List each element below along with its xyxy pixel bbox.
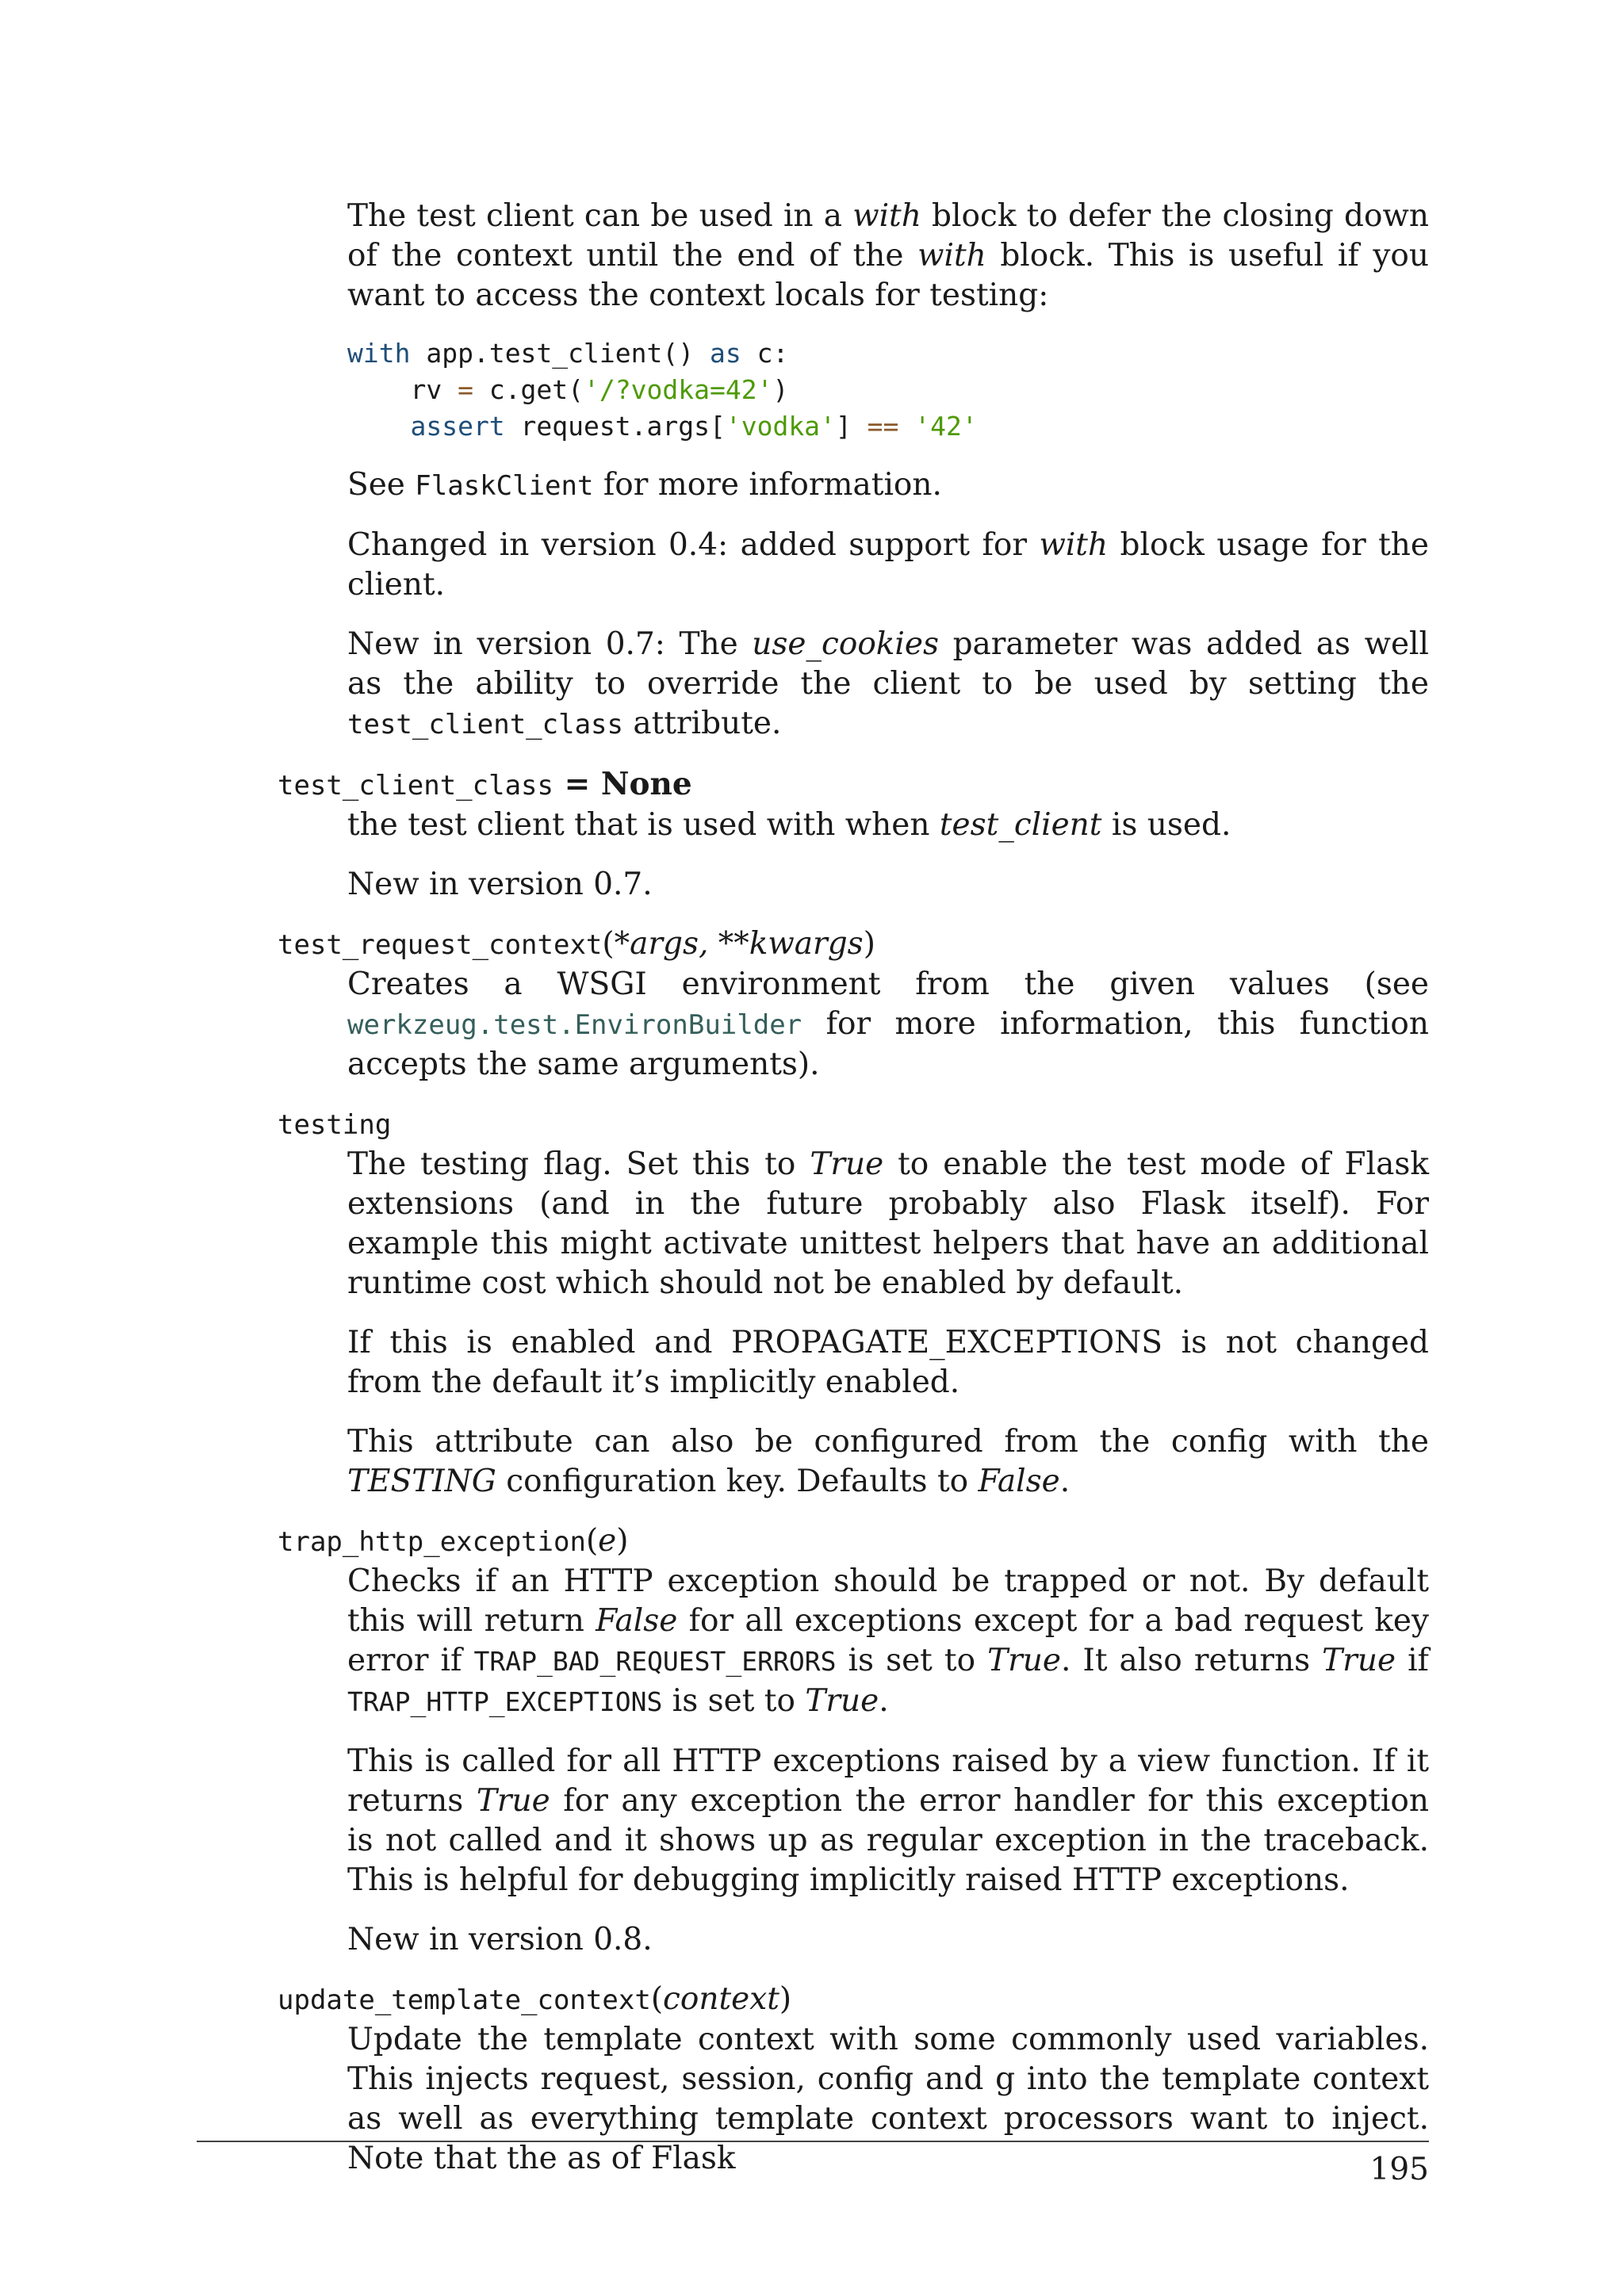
flaskclient-ref[interactable]: FlaskClient [415,470,594,502]
test-client-description [347,197,1429,744]
code-example: with app.test_client() as c: rv = c.get('/?vodka=42') assert request.args['vodka'] == '42' [347,338,978,442]
update-template-context-description: Update the template context with some commonly used variables. This injects request, session, config and g into the template context as well as everything template context processors want to inject. Note that the as of Flask [347,2022,1429,2176]
testing-signature: testing [278,1109,392,1141]
update-template-context-signature: update_template_context(context) [278,1981,792,2017]
new-version-note: New in version 0.7. [347,867,653,902]
test-client-class-signature: test_client_class = None [278,766,692,802]
page-content [278,197,1429,2198]
see-flaskclient-paragraph: See FlaskClient for more information. [347,467,942,503]
with-block-paragraph: The test client can be used in a with block to defer the closing down of the context until the end of the with block. This is useful if you want to access the context locals for testing: [347,198,1429,313]
environbuilder-link[interactable]: werkzeug.test.EnvironBuilder [347,1009,802,1041]
testing-description: The testing flag. Set this to True to enable the test mode of Flask extensions (and in the future probably also Flask itself). For example this might activate unittest helpers that have an additional runtime cost which should not be enabled by default. If this is enabled and PROPAGATE_EXCEPTIONS is not changed from the default it’s implicitly enabled. This attribute can also be configured from the config with the TESTING configuration key. Defaults to False. [347,1146,1429,1499]
new-version-note: New in version 0.8. [347,1922,653,1957]
trap-http-exception-description: Checks if an HTTP exception should be trapped or not. By default this will return False for all exceptions except for a bad request key error if TRAP_BAD_REQUEST_ERRORS is set to True. It also returns True if TRAP_HTTP_EXCEPTIONS is set to True. This is called for all HTTP exceptions raised by a view function. If it returns True for any exception the error handler for this exception is not called and it shows up as regular exception in the traceback. This is helpful for debugging implicitly raised HTTP exceptions. New in version 0.8. [347,1562,1429,1960]
footer-rule [197,2141,1429,2142]
test-request-context-description: Creates a WSGI environment from the given values (see werkzeug.test.EnvironBuilder for more information, this function accepts the same arguments). [347,966,1429,1082]
test-request-context-signature: test_request_context(*args, **kwargs) [278,926,875,962]
changed-version-note: Changed in version 0.4: added support for with block usage for the client. [347,527,1429,603]
page-number: 195 [1369,2152,1429,2187]
new-version-note: New in version 0.7: The use_cookies parameter was added as well as the ability to override the client to be used by setting the test_client_class attribute. [347,626,1429,741]
trap-http-exception-signature: trap_http_exception(e) [278,1523,629,1559]
test-client-class-description: the test client that is used with when test_client is used. New in version 0.7. [347,806,1429,905]
